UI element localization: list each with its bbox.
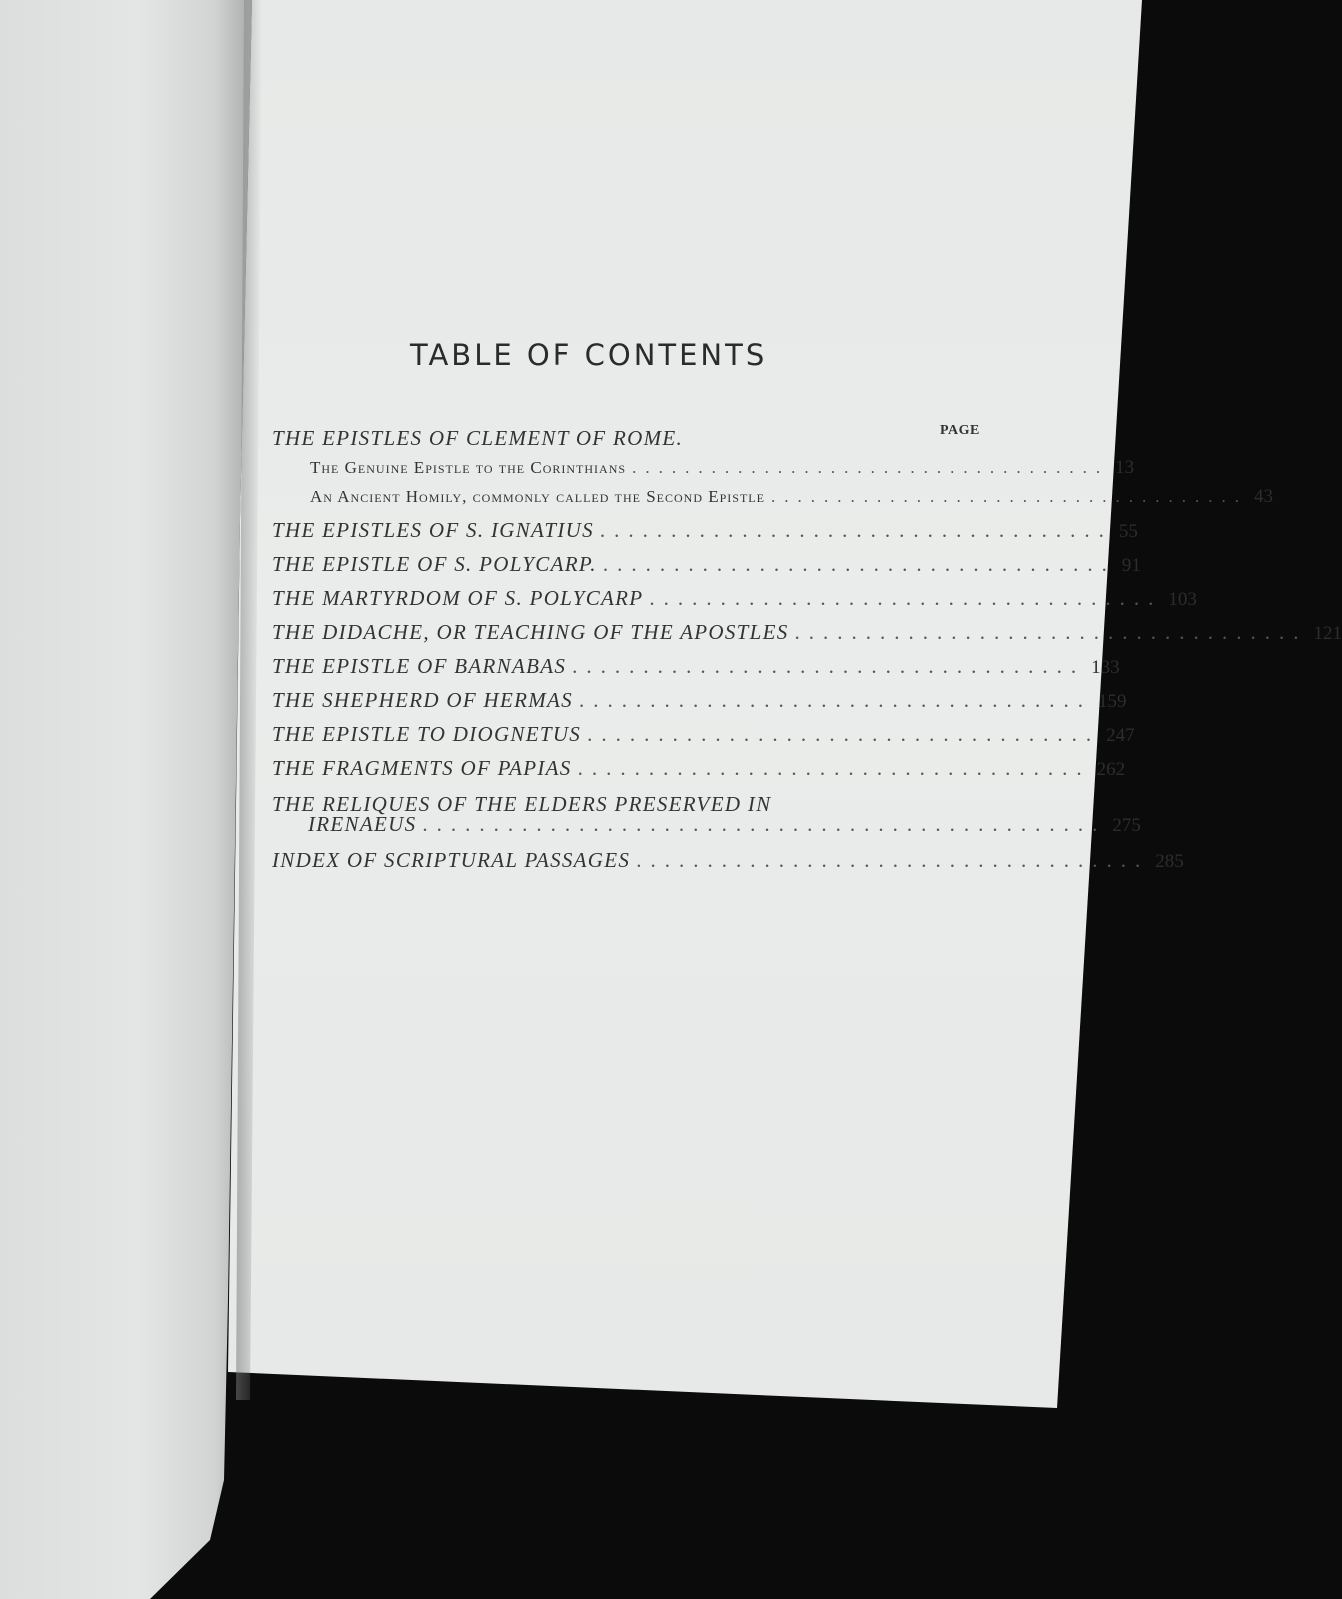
toc-entry-page: 55: [1118, 521, 1138, 542]
toc-entry-reliques-line1: THE RELIQUES OF THE ELDERS PRESERVED IN: [272, 792, 772, 816]
toc-heading-clement: THE EPISTLES OF CLEMENT OF ROME.: [272, 426, 684, 450]
toc-entry-label: THE FRAGMENTS OF PAPIAS: [272, 756, 572, 780]
toc-entry-label: THE DIDACHE, OR TEACHING OF THE APOSTLES: [272, 620, 789, 644]
leader-dots: ....................................: [602, 552, 1116, 576]
toc-entry-label: The Genuine Epistle to the Corinthians: [310, 458, 627, 477]
leader-dots: ....................................: [632, 458, 1110, 477]
leader-dots: ....................................: [636, 848, 1150, 872]
toc-entry-ignatius: [272, 518, 1138, 543]
toc-entry-page: 91: [1121, 555, 1141, 576]
toc-entry-page: 285: [1155, 851, 1184, 872]
toc-entry-hermas: [272, 688, 1127, 713]
leader-dots: ....................................: [578, 688, 1092, 712]
toc-entry-label: IRENAEUS: [308, 812, 417, 836]
toc-entry-page: 159: [1097, 691, 1127, 712]
toc-entry-clement-homily: [310, 486, 1273, 508]
toc-entry-label: THE EPISTLES OF S. IGNATIUS: [272, 518, 594, 542]
toc-entry-reliques: [308, 812, 1141, 837]
leader-dots: ....................................: [599, 518, 1113, 542]
toc-entry-label: THE EPISTLE TO DIOGNETUS: [272, 722, 582, 746]
toc-entry-page: 13: [1115, 457, 1135, 478]
toc-entry-index: [272, 848, 1184, 873]
toc-entry-label: INDEX OF SCRIPTURAL PASSAGES: [272, 848, 631, 872]
toc-entry-page: 133: [1091, 657, 1120, 678]
toc-entry-didache: [272, 620, 1342, 645]
leader-dots: ....................................: [794, 620, 1308, 644]
toc-entry-page: 262: [1096, 759, 1126, 780]
page-column-label: PAGE: [940, 423, 980, 438]
toc-entry-martyrdom: [272, 586, 1197, 611]
toc-entry-label: An Ancient Homily, commonly called the Second Epistle: [310, 487, 765, 506]
leader-dots: ....................................: [587, 722, 1101, 746]
toc-entry-label: THE MARTYRDOM OF S. POLYCARP: [272, 586, 644, 610]
toc-entry-label: THE SHEPHERD OF HERMAS: [272, 688, 573, 712]
toc-entry-page: 121: [1313, 623, 1342, 644]
toc-entry-page: 275: [1112, 815, 1141, 836]
toc-entry-clement-corinthians: [310, 457, 1135, 479]
toc-entry-papias: [272, 756, 1126, 781]
leader-dots: ................................................: [422, 812, 1107, 836]
toc-entry-page: 247: [1106, 725, 1135, 746]
toc-entry-barnabas: [272, 654, 1120, 679]
table-of-contents: [272, 0, 1342, 1400]
leader-dots: ....................................: [577, 756, 1091, 780]
leader-dots: ....................................: [770, 487, 1248, 506]
leader-dots: ....................................: [649, 586, 1163, 610]
page-title: TABLE OF CONTENTS: [410, 338, 768, 372]
leader-dots: ....................................: [572, 654, 1086, 678]
left-page: [0, 0, 252, 1599]
toc-entry-polycarp: [272, 552, 1141, 577]
toc-entry-page: 103: [1168, 589, 1197, 610]
toc-entry-label: THE EPISTLE OF S. POLYCARP.: [272, 552, 597, 576]
toc-entry-diognetus: [272, 722, 1135, 747]
toc-entry-page: 43: [1253, 486, 1273, 507]
toc-entry-label: THE EPISTLE OF BARNABAS: [272, 654, 567, 678]
